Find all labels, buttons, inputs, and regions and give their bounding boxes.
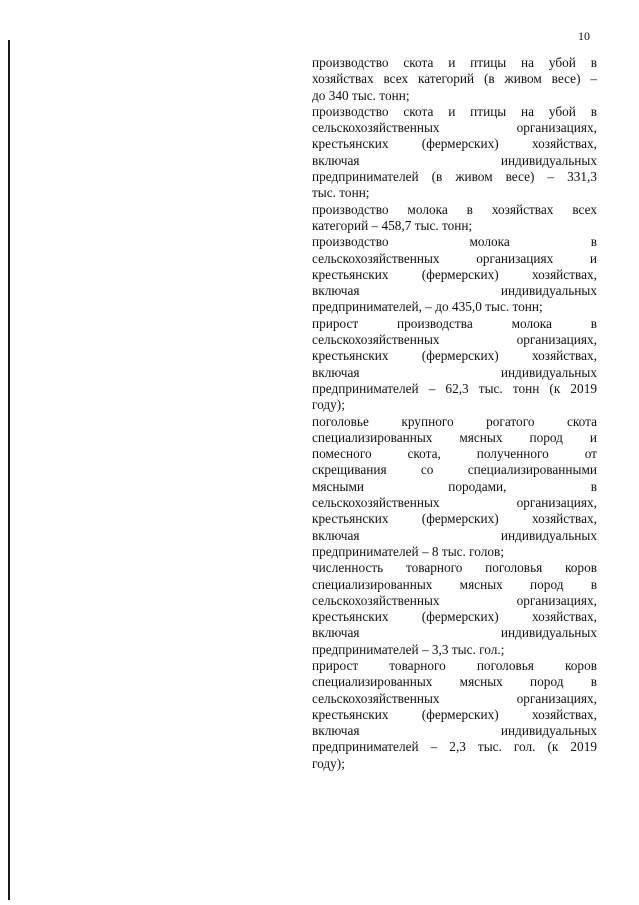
text-line: численность товарного поголовья коров <box>312 560 597 576</box>
text-line: предпринимателей – 2,3 тыс. гол. (к 2019 <box>312 739 597 755</box>
text-line: предпринимателей (в живом весе) – 331,3 <box>312 169 597 185</box>
text-line: сельскохозяйственных организациях, <box>312 120 597 136</box>
text-line: включая индивидуальных <box>312 527 597 543</box>
text-line: до 340 тыс. тонн; <box>312 87 410 103</box>
text-line: поголовье крупного рогатого скота <box>312 413 597 429</box>
list-item <box>312 202 597 235</box>
text-line: специализированных мясных пород и <box>312 429 597 445</box>
list-item <box>312 414 597 561</box>
text-line: крестьянских (фермерских) хозяйствах, <box>312 348 597 364</box>
list-item <box>312 560 597 658</box>
text-line: включая индивидуальных <box>312 723 597 739</box>
text-line: категорий – 458,7 тыс. тонн; <box>312 217 473 233</box>
text-line: сельскохозяйственных организациях и <box>312 250 597 266</box>
text-line: производство скота и птицы на убой в <box>312 55 597 70</box>
text-line: мясными породами, в <box>312 478 597 494</box>
text-line: производство молока в <box>312 234 597 250</box>
text-line: включая индивидуальных <box>312 152 597 168</box>
text-line: скрещивания со специализированными <box>312 462 597 478</box>
text-line: крестьянских (фермерских) хозяйствах, <box>312 609 597 625</box>
scan-left-edge <box>8 40 10 900</box>
text-line: предпринимателей, – до 435,0 тыс. тонн; <box>312 299 543 315</box>
text-line: специализированных мясных пород в <box>312 576 597 592</box>
text-line: крестьянских (фермерских) хозяйствах, <box>312 266 597 282</box>
text-line: предпринимателей – 3,3 тыс. гол.; <box>312 641 505 657</box>
text-line: сельскохозяйственных организациях, <box>312 495 597 511</box>
text-line: включая индивидуальных <box>312 283 597 299</box>
text-line: производство скота и птицы на убой в <box>312 103 597 119</box>
text-line: предпринимателей – 62,3 тыс. тонн (к 2019 <box>312 380 597 396</box>
text-line: крестьянских (фермерских) хозяйствах, <box>312 136 597 152</box>
text-line: включая индивидуальных <box>312 364 597 380</box>
text-line: включая индивидуальных <box>312 625 597 641</box>
text-line: прирост производства молока в <box>312 315 597 331</box>
text-line: помесного скота, полученного от <box>312 446 597 462</box>
text-line: сельскохозяйственных организациях, <box>312 592 597 608</box>
text-line: крестьянских (фермерских) хозяйствах, <box>312 706 597 722</box>
document-text-column <box>312 55 597 772</box>
list-item <box>312 55 597 104</box>
list-item <box>312 316 597 414</box>
text-line: предпринимателей – 8 тыс. голов; <box>312 543 505 559</box>
text-line: сельскохозяйственных организациях, <box>312 690 597 706</box>
list-item <box>312 234 597 315</box>
text-line: специализированных мясных пород в <box>312 674 597 690</box>
text-line: хозяйствах всех категорий (в живом весе) – <box>312 71 597 87</box>
text-line: производство молока в хозяйствах всех <box>312 201 597 217</box>
list-item <box>312 658 597 772</box>
text-line: году); <box>312 755 345 771</box>
text-line: тыс. тонн; <box>312 185 370 201</box>
page-number: 10 <box>578 29 590 43</box>
text-line: сельскохозяйственных организациях, <box>312 332 597 348</box>
list-item <box>312 104 597 202</box>
text-line: крестьянских (фермерских) хозяйствах, <box>312 511 597 527</box>
text-line: году); <box>312 397 345 413</box>
text-line: прирост товарного поголовья коров <box>312 657 597 673</box>
